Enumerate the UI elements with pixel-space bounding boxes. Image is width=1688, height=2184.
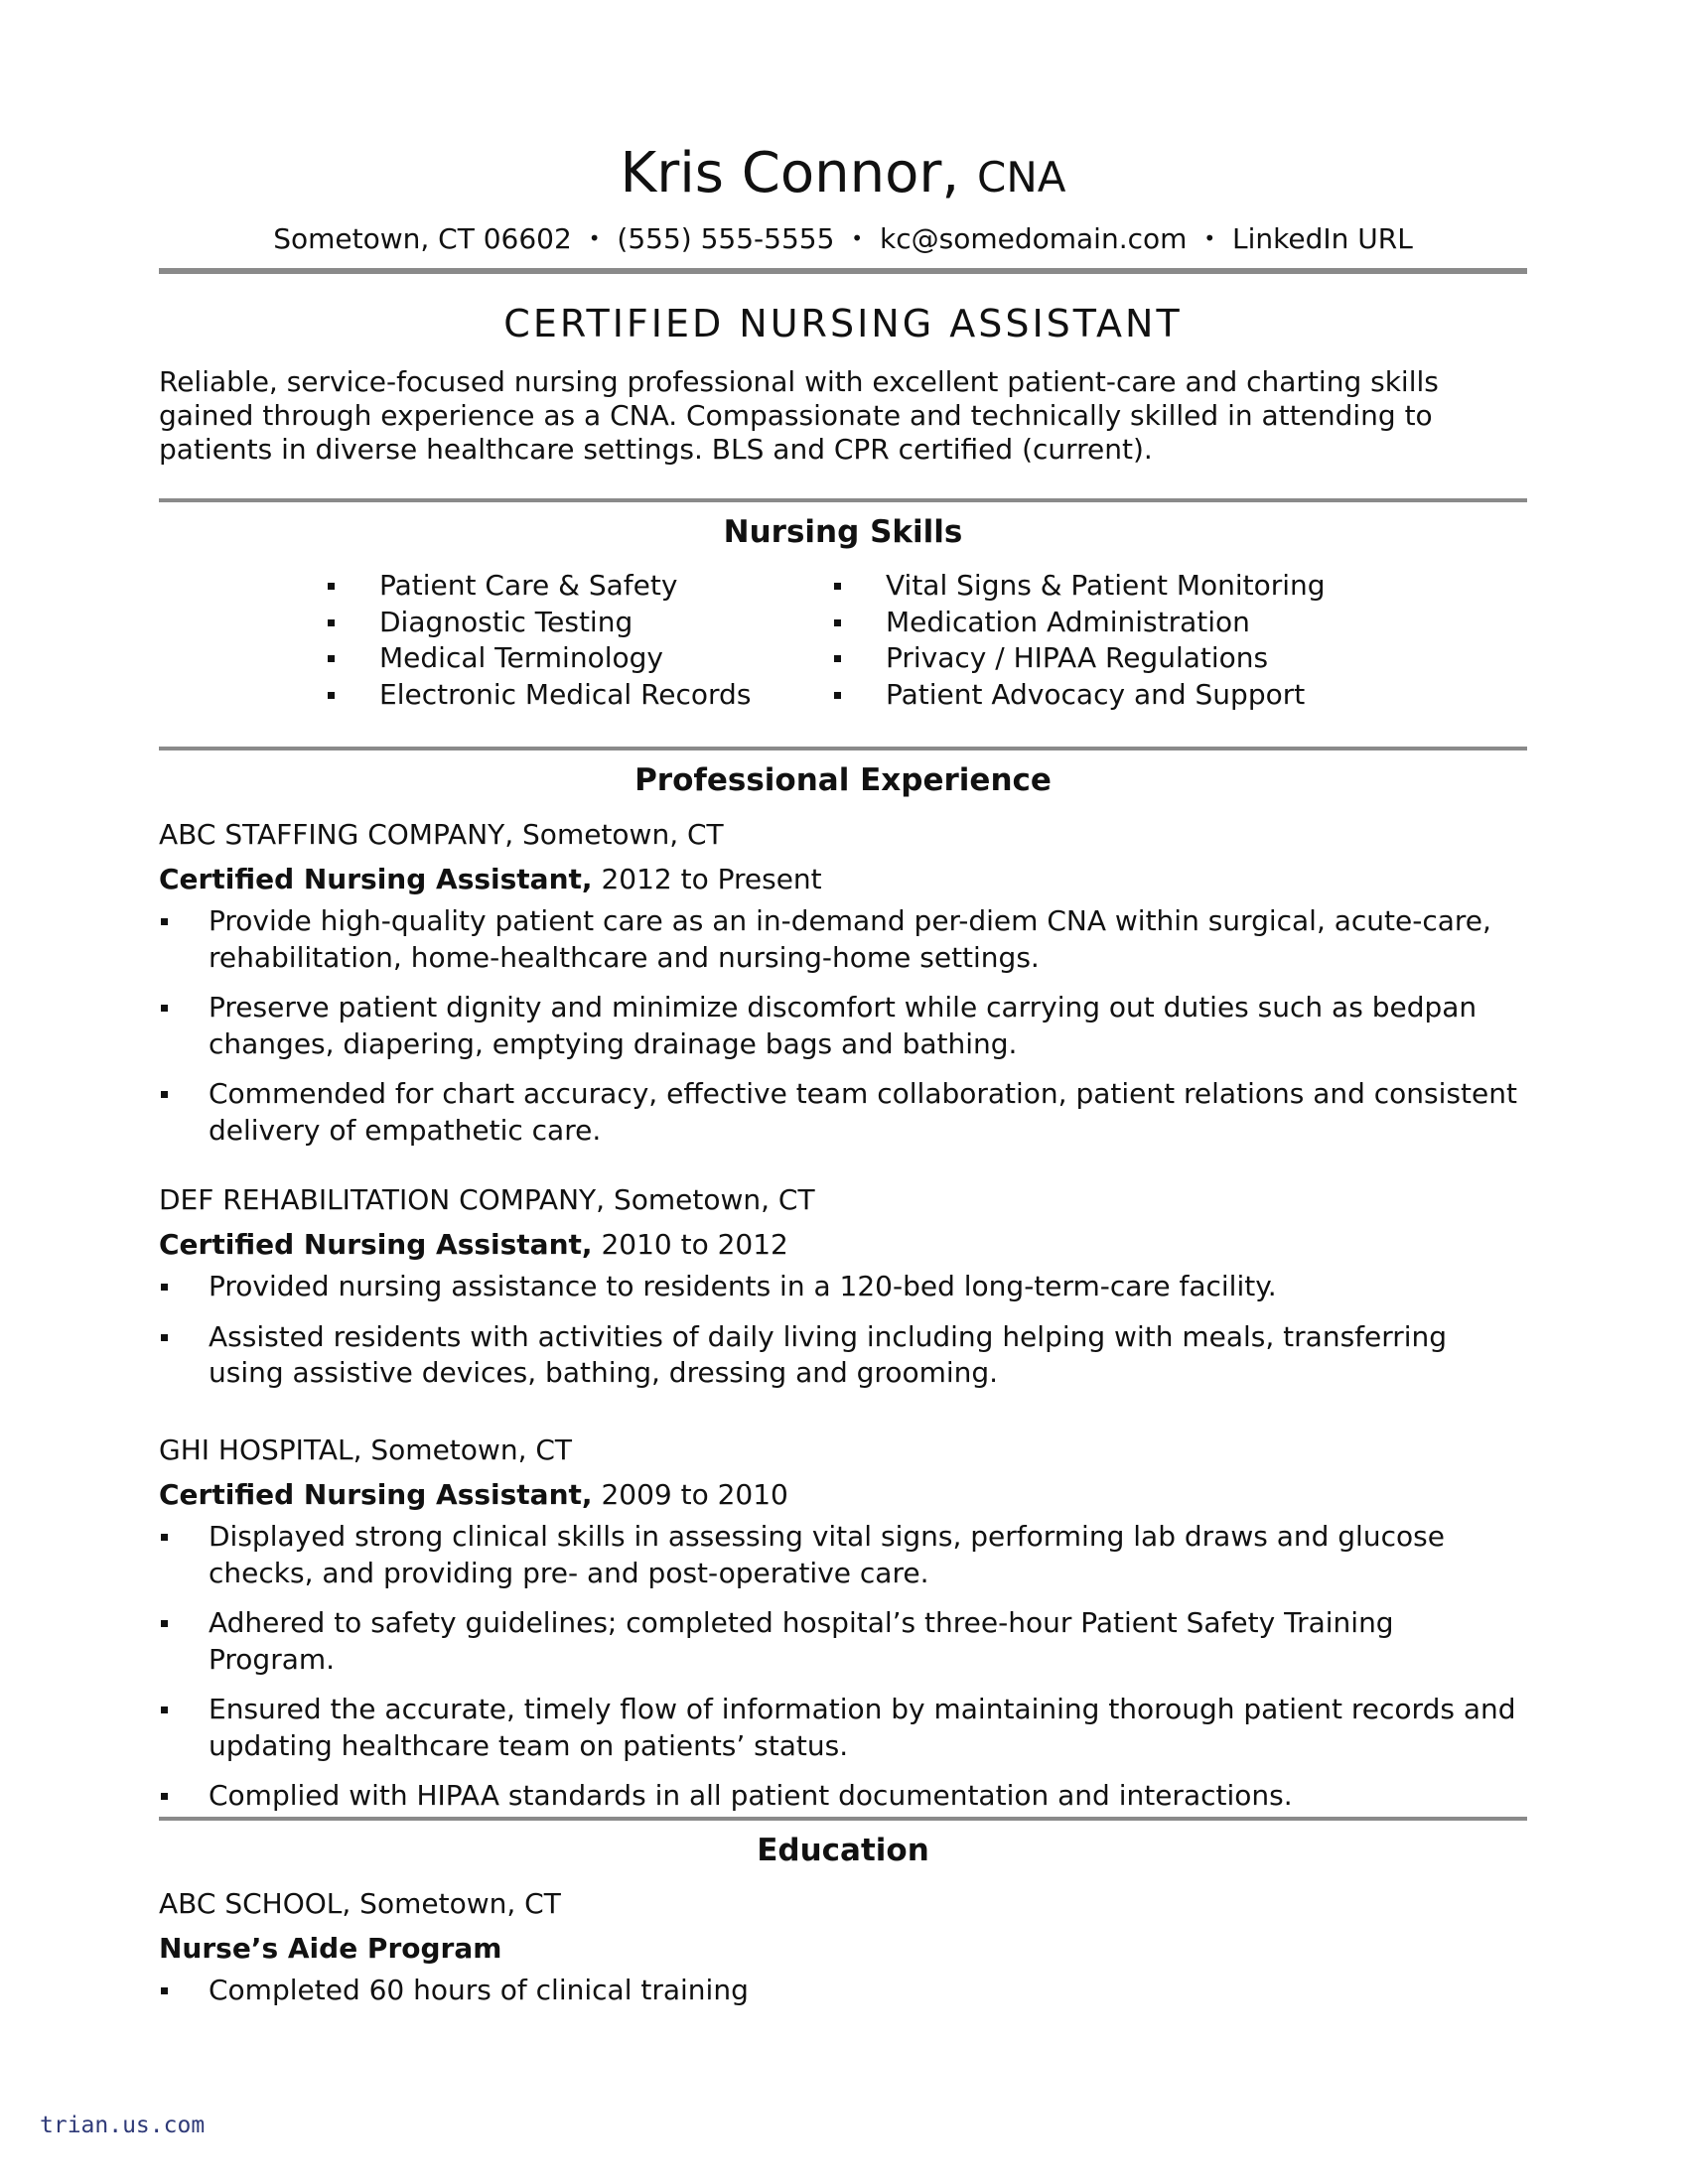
education-section-title: Education [757,1833,929,1868]
contact-line [159,220,1527,257]
job-bullet: Provided nursing assistance to residents in a 120-bed long-term-care facility. [159,1269,1527,1305]
contact-separator: • [1203,226,1216,250]
contact-separator: • [851,226,864,250]
job-bullet: Ensured the accurate, timely flow of information by maintaining thorough patient records and updating healthcare team on patients’ status. [159,1692,1527,1764]
skill-item: Medical Terminology [328,640,824,677]
job-bullet: Adhered to safety guidelines; completed hospital’s three-hour Patient Safety Training Program. [159,1605,1527,1678]
job-entry [159,1433,1527,1829]
job-dates: 2009 to 2010 [601,1478,788,1511]
job-role-line [159,862,1527,897]
job-company: GHI HOSPITAL, Sometown, CT [159,1433,573,1466]
skill-item: Patient Advocacy and Support [834,677,1331,714]
job-bullet: Preserve patient dignity and minimize discomfort while carrying out duties such as bedpan changes, diapering, emptying drainage bags and bathing. [159,990,1527,1062]
section-divider [159,747,1527,751]
skill-item: Medication Administration [834,605,1331,641]
job-entry [159,1182,1527,1406]
contact-email: kc@somedomain.com [880,222,1188,255]
contact-linkedin: LinkedIn URL [1232,222,1413,255]
contact-location: Sometown, CT 06602 [273,222,572,255]
skills-section-title: Nursing Skills [723,514,963,550]
candidate-credential: CNA [977,153,1066,202]
experience-section-title: Professional Experience [634,762,1052,798]
candidate-name-line [159,139,1527,212]
education-bullets [159,1973,1527,2009]
contact-separator: • [588,226,601,250]
skill-item: Electronic Medical Records [328,677,824,714]
education-program: Nurse’s Aide Program [159,1932,502,1965]
job-title: Certified Nursing Assistant, [159,1478,593,1511]
resume-headline: CERTIFIED NURSING ASSISTANT [503,302,1183,345]
job-dates: 2012 to Present [601,863,822,895]
education-program-line [159,1931,1527,1967]
contact-phone: (555) 555-5555 [617,222,835,255]
job-title: Certified Nursing Assistant, [159,1228,593,1261]
job-role-line [159,1477,1527,1513]
job-bullet: Commended for chart accuracy, effective team collaboration, patient relations and consistent delivery of empathetic care. [159,1076,1527,1149]
education-school: ABC SCHOOL, Sometown, CT [159,1887,561,1920]
education-entry [159,1886,1527,2023]
education-bullet: Completed 60 hours of clinical training [159,1973,1527,2009]
job-bullet: Provide high-quality patient care as an in-demand per-diem CNA within surgical, acute-care, rehabilitation, home-healthcare and nursing-home settings. [159,903,1527,976]
header-divider [159,268,1527,274]
skill-item: Privacy / HIPAA Regulations [834,640,1331,677]
job-bullet: Displayed strong clinical skills in assessing vital signs, performing lab draws and glucose checks, and providing pre- and post-operative care. [159,1519,1527,1591]
job-bullets [159,1269,1527,1392]
section-divider [159,1817,1527,1821]
job-bullets [159,1519,1527,1815]
job-company: DEF REHABILITATION COMPANY, Sometown, CT [159,1183,815,1216]
job-entry [159,817,1527,1162]
candidate-name: Kris Connor, [620,141,960,205]
skills-column-right [834,568,1331,713]
summary-paragraph: Reliable, service-focused nursing professional with excellent patient-care and charting skills gained through experience as a CNA. Compassionate and technically skilled in attending to patients in diverse healthcare settings. BLS and CPR certified (current). [159,365,1439,466]
skill-item: Vital Signs & Patient Monitoring [834,568,1331,605]
job-role-line [159,1227,1527,1263]
skill-item: Diagnostic Testing [328,605,824,641]
source-watermark: trian.us.com [40,2113,206,2138]
skills-column-left [328,568,824,713]
skill-item: Patient Care & Safety [328,568,824,605]
job-bullet: Assisted residents with activities of daily living including helping with meals, transferring using assistive devices, bathing, dressing and grooming. [159,1319,1527,1392]
section-divider [159,498,1527,502]
job-title: Certified Nursing Assistant, [159,863,593,895]
job-company: ABC STAFFING COMPANY, Sometown, CT [159,818,724,851]
job-dates: 2010 to 2012 [601,1228,788,1261]
job-bullets [159,903,1527,1149]
job-bullet: Complied with HIPAA standards in all patient documentation and interactions. [159,1778,1527,1815]
